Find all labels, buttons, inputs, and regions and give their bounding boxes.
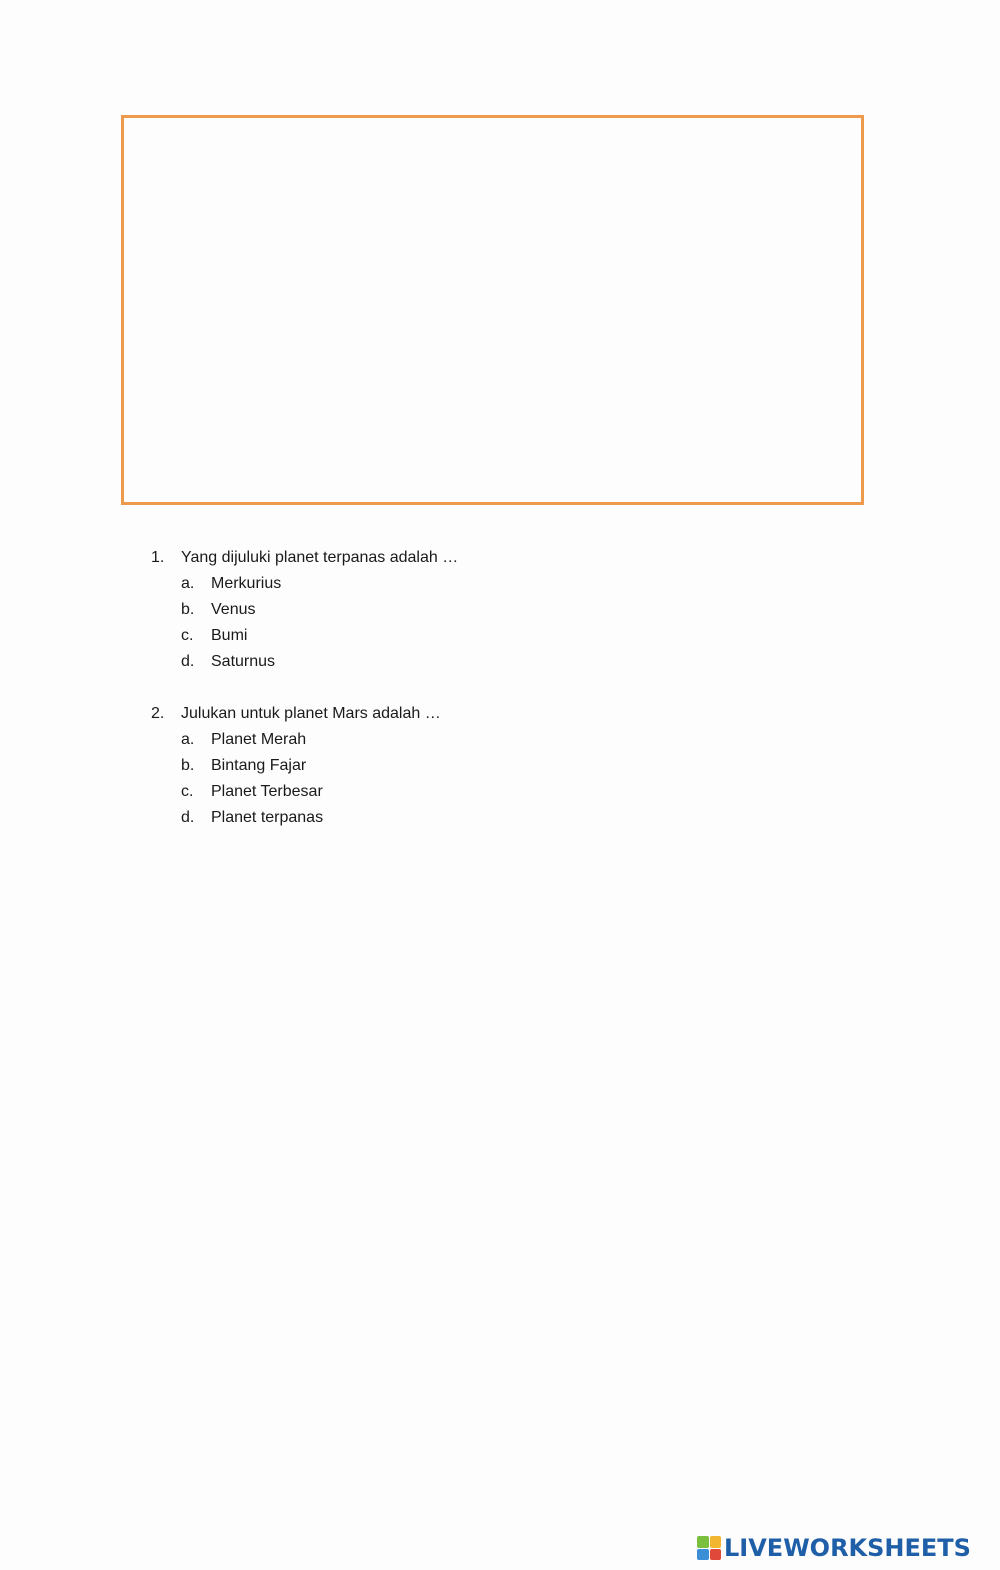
option-letter: a. <box>181 731 195 748</box>
question-2-option-b[interactable] <box>151 753 851 779</box>
question-2-number: 2. <box>151 705 165 722</box>
question-1-number: 1. <box>151 549 165 566</box>
question-2-option-c[interactable] <box>151 779 851 805</box>
question-2-text: Julukan untuk planet Mars adalah … <box>181 705 441 722</box>
brand-name: LIVEWORKSHEETS <box>724 1534 971 1562</box>
option-text: Venus <box>211 601 256 618</box>
question-1-option-b[interactable] <box>151 597 851 623</box>
question-list <box>151 545 851 857</box>
option-text: Planet Merah <box>211 731 307 748</box>
option-text: Merkurius <box>211 575 282 592</box>
question-1-option-a[interactable] <box>151 571 851 597</box>
option-text: Planet Terbesar <box>211 783 323 800</box>
option-text: Saturnus <box>211 653 276 670</box>
liveworksheets-logo-icon <box>697 1536 721 1560</box>
image-frame-box <box>121 115 864 505</box>
option-letter: d. <box>181 809 195 826</box>
option-letter: a. <box>181 575 195 592</box>
option-letter: b. <box>181 601 195 618</box>
option-text: Planet terpanas <box>211 809 324 826</box>
option-text: Bumi <box>211 627 248 644</box>
question-1-text: Yang dijuluki planet terpanas adalah … <box>181 549 459 566</box>
option-letter: c. <box>181 783 194 800</box>
option-text: Bintang Fajar <box>211 757 307 774</box>
question-2-option-a[interactable] <box>151 727 851 753</box>
question-1-option-d[interactable] <box>151 649 851 675</box>
option-letter: d. <box>181 653 195 670</box>
question-2-line <box>151 701 851 727</box>
option-letter: b. <box>181 757 195 774</box>
question-2-option-d[interactable] <box>151 805 851 831</box>
question-1-line <box>151 545 851 571</box>
brand-footer[interactable] <box>697 1533 971 1563</box>
option-letter: c. <box>181 627 194 644</box>
question-1-option-c[interactable] <box>151 623 851 649</box>
question-1 <box>151 545 851 675</box>
question-2 <box>151 701 851 831</box>
